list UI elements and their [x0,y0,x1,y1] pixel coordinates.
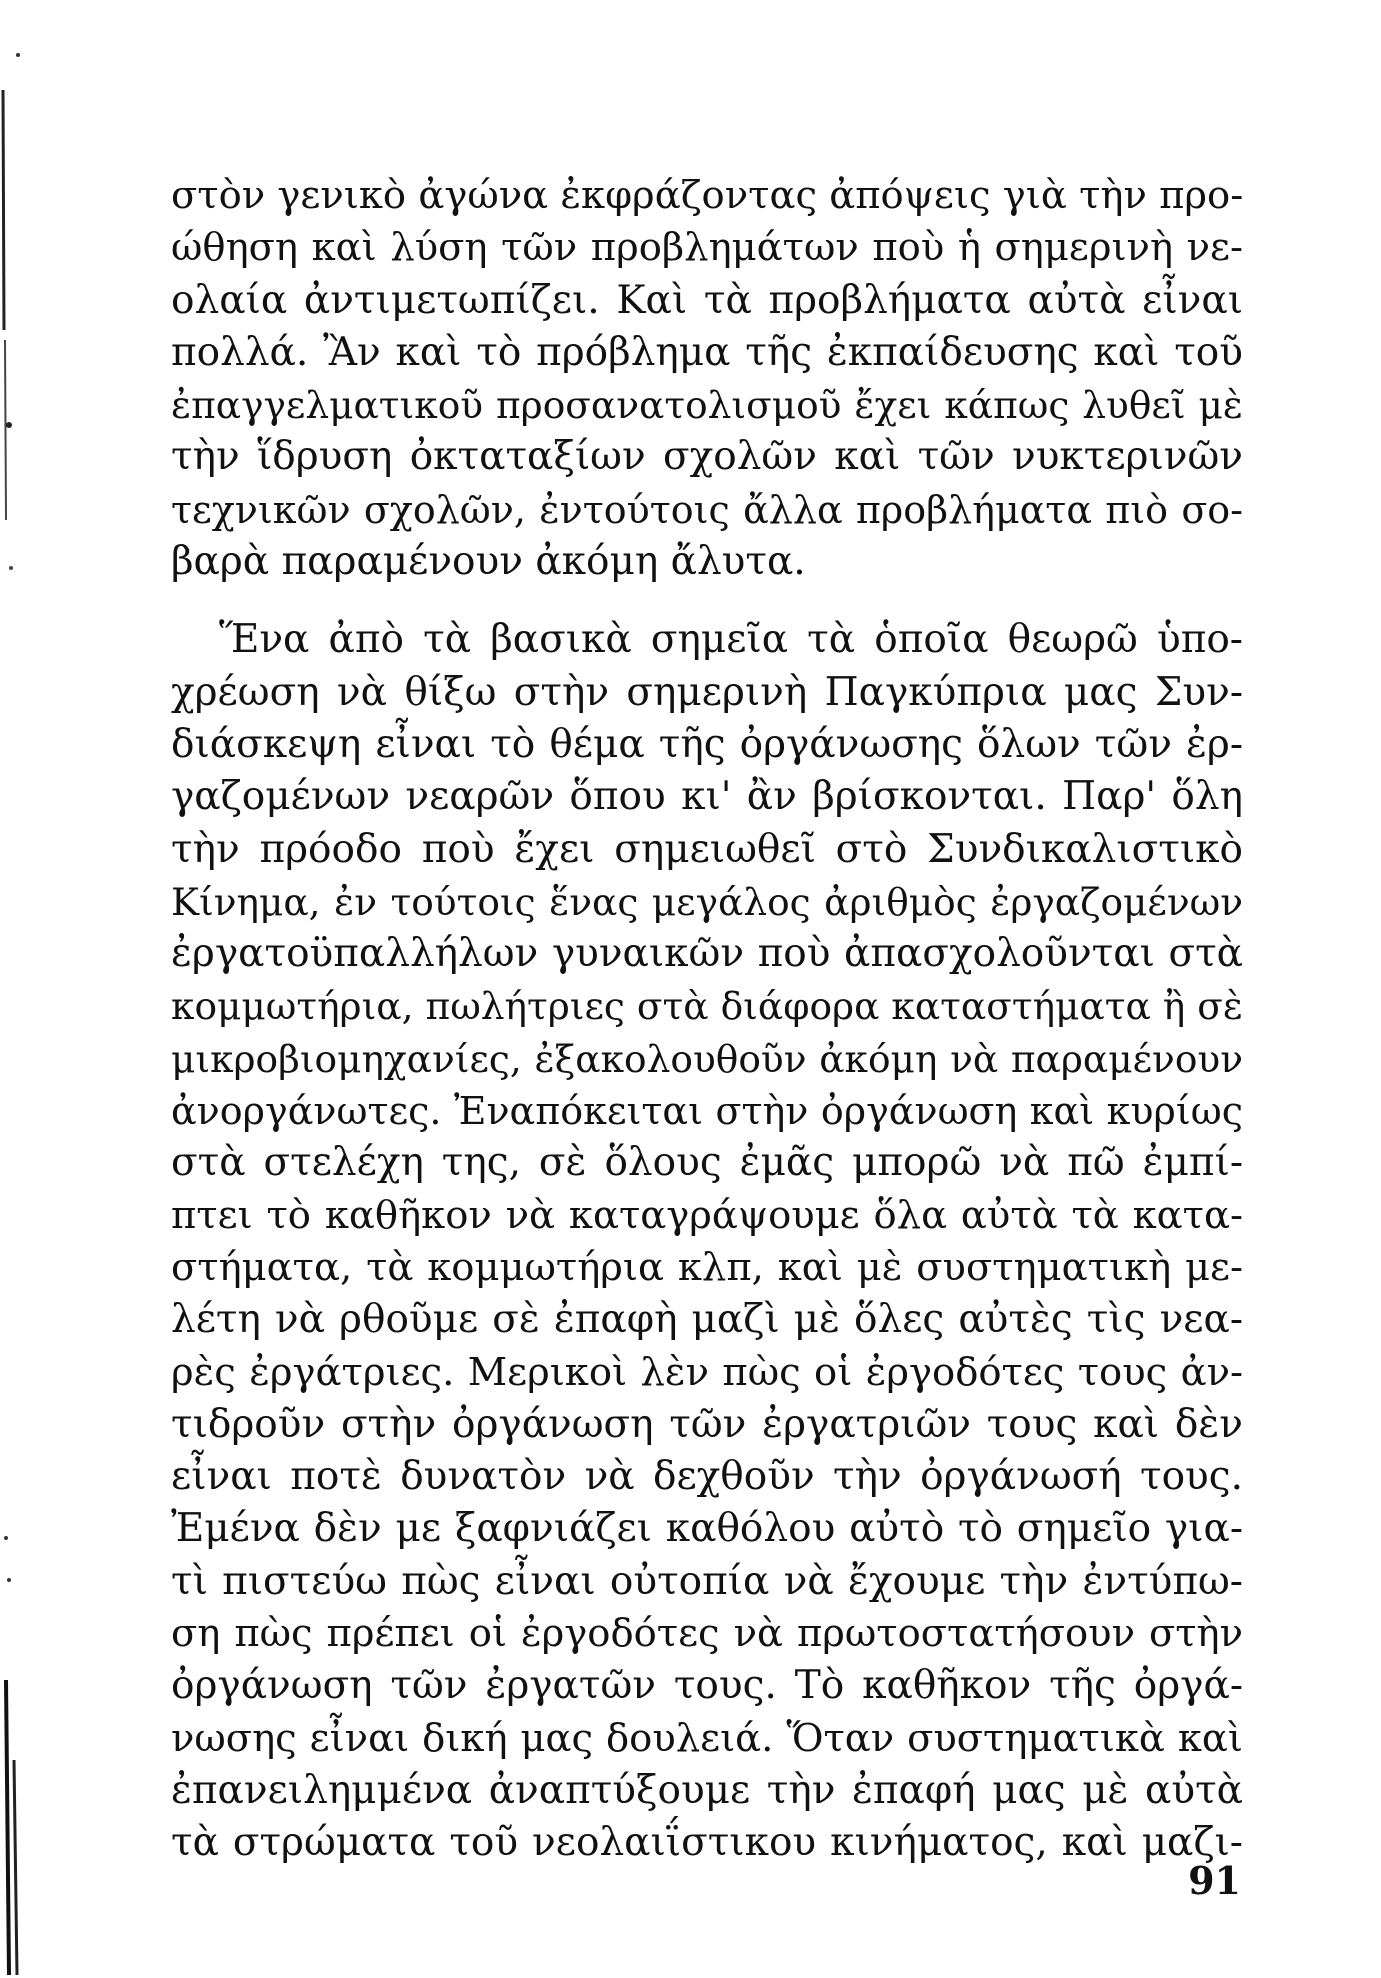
text-line: στήματα, τὰ κομμωτήρια κλπ, καὶ μὲ συστηματικὴ με- [171,1244,1243,1290]
page-number: 91 [1188,1858,1241,1903]
text-line: ἐπαγγελματικοῦ προσανατολισμοῦ ἔχει κάπως λυθεῖ μὲ [171,383,1243,428]
text-line: διάσκεψη εἶναι τὸ θέμα τῆς ὀργάνωσης ὅλων τῶν ἐρ- [171,721,1243,767]
text-line: πολλά. Ἂν καὶ τὸ πρόβλημα τῆς ἐκπαίδευσης καὶ τοῦ [171,329,1243,375]
text-line: τὴν ἵδρυση ὀκταταξίων σχολῶν καὶ τῶν νυκτερινῶν [171,434,1243,480]
text-line: εἶναι ποτὲ δυνατὸν νὰ δεχθοῦν τὴν ὀργάνωσή τους. [171,1454,1243,1500]
text-line: ὀργάνωση τῶν ἐργατῶν τους. Τὸ καθῆκον τῆς ὀργά- [171,1663,1243,1709]
text-line: στὸν γενικὸ ἀγώνα ἐκφράζοντας ἀπόψεις γιὰ τὴν προ- [171,173,1244,218]
text-line: τεχνικῶν σχολῶν, ἐντούτοις ἄλλα προβλήματα πιὸ σο- [171,487,1243,532]
text-line: ἀνοργάνωτες. Ἐναπόκειται στὴν ὀργάνωση καὶ κυρίως [171,1089,1243,1134]
text-line: πτει τὸ καθῆκον νὰ καταγράψουμε ὅλα αὐτὰ τὰ κατα- [171,1192,1243,1238]
body-text [171,170,1243,1870]
paragraph-gap [171,588,1243,614]
text-line: τὴν πρόοδο ποὺ ἔχει σημειωθεῖ στὸ Συνδικαλιστικὸ [171,826,1243,872]
text-line: χρέωση νὰ θίξω στὴν σημερινὴ Παγκύπρια μας Συν- [171,669,1243,715]
text-line: ρὲς ἐργάτριες. Μερικοὶ λὲν πὼς οἱ ἐργοδότες τους ἀν- [171,1349,1243,1395]
text-line: ση πὼς πρέπει οἱ ἐργοδότες νὰ πρωτοστατήσουν στὴν [171,1611,1243,1657]
text-line: μικροβιομηχανίες, ἐξακολουθοῦν ἀκόμη νὰ παραμένουν [171,1036,1243,1081]
text-line: στὰ στελέχη της, σὲ ὅλους ἐμᾶς μπορῶ νὰ πῶ ἐμπί- [171,1140,1243,1186]
paragraph [171,170,1243,588]
text-line: λέτη νὰ ρθοῦμε σὲ ἐπαφὴ μαζὶ μὲ ὅλες αὐτὲς τὶς νεα- [171,1297,1243,1343]
text-line: ἐπανειλημμένα ἀναπτύξουμε τὴν ἐπαφή μας μὲ αὐτὰ [171,1767,1243,1813]
text-line: τὶ πιστεύω πὼς εἶναι οὐτοπία νὰ ἔχουμε τὴν ἐντύπω- [171,1558,1243,1604]
text-line: ώθηση καὶ λύση τῶν προβλημάτων ποὺ ἡ σημερινὴ νε- [171,225,1243,271]
text-line: τιδροῦν στὴν ὀργάνωση τῶν ἐργατριῶν τους καὶ δὲν [171,1401,1243,1447]
paragraph [171,614,1243,1869]
scan-edge-artifacts [0,0,30,1978]
text-line: Ἕνα ἀπὸ τὰ βασικὰ σημεῖα τὰ ὁποῖα θεωρῶ ὑπο- [219,617,1243,663]
text-line: ἐργατοϋπαλλήλων γυναικῶν ποὺ ἀπασχολοῦνται στὰ [171,931,1243,977]
text-line: κομμωτήρια, πωλήτριες στὰ διάφορα καταστήματα ἢ σὲ [171,984,1243,1029]
text-line: Ἐμένα δὲν με ξαφνιάζει καθόλου αὐτὸ τὸ σημεῖο για- [171,1506,1243,1552]
text-line: νωσης εἶναι δική μας δουλειά. Ὅταν συστηματικὰ καὶ [171,1715,1243,1761]
text-line: ολαία ἀντιμετωπίζει. Καὶ τὰ προβλήματα αὐτὰ εἶναι [171,277,1243,323]
text-line: βαρὰ παραμένουν ἀκόμη ἄλυτα. [171,539,806,585]
text-line: τὰ στρώματα τοῦ νεολαιΐστικου κινήματος, καὶ μαζι- [171,1820,1243,1866]
text-line: γαζομένων νεαρῶν ὅπου κι' ἂν βρίσκονται. Παρ' ὅλη [171,774,1243,820]
text-line: Κίνημα, ἐν τούτοις ἕνας μεγάλος ἀριθμὸς ἐργαζομένων [171,879,1243,924]
